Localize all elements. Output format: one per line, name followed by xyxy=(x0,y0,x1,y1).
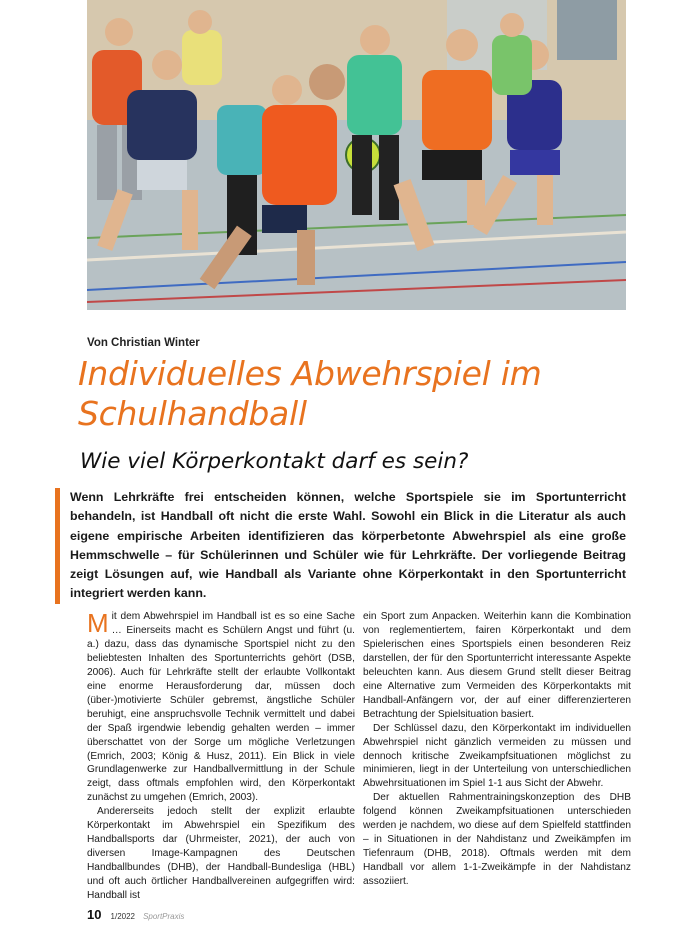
journal-name: SportPraxis xyxy=(143,912,185,921)
article-title: Individuelles Abwehrspiel im Schulhandball xyxy=(78,354,542,433)
author-line: Von Christian Winter xyxy=(87,337,200,349)
article-subtitle: Wie viel Körperkontakt darf es sein? xyxy=(80,449,469,474)
body-paragraph: Der aktuellen Rahmentrainingskonzeption des DHB folgend können Zweikampfsituationen unterschieden werden je nachdem, wo diese auf dem Spielfeld stattfinden – in Situationen in der Nahdistanz und Zweikämpfen im Tiefenraum (DHB, 2018). Oftmals werden mit dem Handball vor allem 1-1-Zweikämpfe in der Nahdistanz assoziiert. xyxy=(363,792,631,888)
body-paragraph-text: it dem Abwehrspiel im Handball ist es so eine Sache … Einerseits macht es Schülern Angst und führt (u. a.) dazu, dass das dynamische Sportspiel nicht zu den beliebtesten Inhalten des Sportunterrichts gehört (DSB, 2006). Auch für Lehrkräfte stellt der erlaubte Vollkontakt eine enorme Herausforderung dar, müssen doch (über-)motivierte Schüler gebremst, ängstliche Schüler beruhigt, eine anspruchsvolle Technik vermittelt und dabei der Spaß irgendwie lebendig gehalten werden – immer überschattet von der Sorge um mögliche Verletzungen (Emrich, 2003; König & Husz, 2011). Ein Blick in viele Grundlagenwerke zur Handballvermittlung in der Schule zeigt, dass oftmals empfohlen wird, den Körperkontakt zunächst zu umgehen (Emrich, 2003). xyxy=(87,611,355,804)
body-paragraph: Andererseits jedoch stellt der explizit erlaubte Körperkontakt im Abwehrspiel ein Spezifikum des Handballsports dar (Uhrmeister, 2021), der auch von diversen Image-Kampagnen des Deutschen Handballbundes (DHB), der Handball-Bundesliga (HBL) und oft auch örtlicher Handballvereinen aufgegriffen wird: Handball ist xyxy=(87,806,355,902)
handball-photo xyxy=(87,0,626,310)
body-paragraph: ein Sport zum Anpacken. Weiterhin kann die Kombination von reglementiertem, fairen Körperkontakt und dem Spielerischen eines Sportspiels einen besonderen Reiz darstellen, der für den Sportunterricht interessante Aspekte beleuchten kann. Aus diesem Grund stellt dieser Beitrag eine Alternative zum Vermeiden des Körperkontakts mit Handball-Anfängern vor, der auf einer differenzierteren Betrachtung der Spielsituation basiert. xyxy=(363,611,631,720)
lead-accent-bar xyxy=(55,488,60,604)
drop-cap: M xyxy=(87,608,109,638)
text-column-left xyxy=(87,610,355,903)
body-paragraph: Der Schlüssel dazu, den Körperkontakt im individuellen Abwehrspiel nicht gänzlich vermeiden zu müssen und dennoch kritische Zweikampfsituationen möglichst zu minimieren, liegt in der Unterteilung von unterschiedlichen Abwehrsituationen im Spiel 1-1 aus Sicht der Abwehr. xyxy=(363,722,631,790)
issue-label: 1/2022 xyxy=(110,912,135,921)
lead-paragraph: Wenn Lehrkräfte frei entscheiden können, welche Sportspiele sie im Sportunterricht behandeln, ist Handball oft nicht die erste Wahl. Sowohl ein Blick in die Literatur als auch eigene empirische Arbeiten identifizieren das körperbetonte Abwehrspiel als eine große Hemmschwelle – für Schülerinnen und Schüler wie für Lehrkräfte. Der vorliegende Beitrag zeigt Lösungen auf, wie Handball als Variante ohne Körperkontakt in den Sportunterricht integriert werden kann. xyxy=(70,490,626,601)
handball-photo-icon xyxy=(87,0,626,310)
text-column-right xyxy=(363,610,631,889)
body-paragraph xyxy=(87,610,355,805)
page-footer xyxy=(87,907,184,922)
page-number: 10 xyxy=(87,907,102,922)
